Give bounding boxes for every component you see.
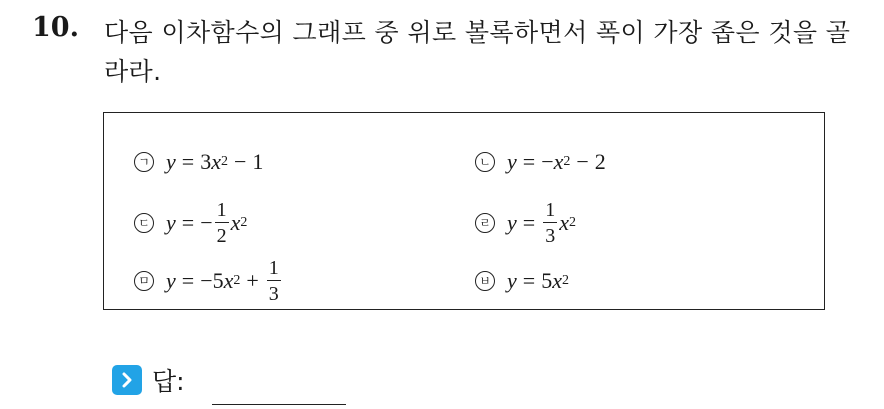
- chevron-right-icon-glyph: [118, 371, 136, 389]
- answer-row: [112, 362, 185, 398]
- formula-coef: 3: [200, 149, 212, 174]
- fraction-numerator: 1: [268, 257, 279, 279]
- fraction-denominator: 3: [268, 283, 279, 305]
- formula-f: y = 5 x 2: [507, 268, 569, 293]
- formula-const: 2: [594, 149, 606, 174]
- fraction-numerator: 1: [216, 199, 227, 221]
- marker-digeut: ㄷ: [134, 213, 154, 233]
- formula-a: y = 3 x 2 − 1: [166, 149, 264, 174]
- formula-op: −: [576, 149, 589, 174]
- formula-var: x: [223, 268, 234, 293]
- formula-b: y = − x 2 − 2: [507, 149, 606, 174]
- question-number: 10.: [32, 12, 79, 43]
- formula-y: y: [166, 268, 176, 293]
- formula-e: y = −5 x 2 + $\frac{1}{3}$: [166, 257, 279, 305]
- marker-nieun: ㄴ: [475, 152, 495, 172]
- question-text: 다음 이차함수의 그래프 중 위로 볼록하면서 폭이 가장 좁은 것을 골라라.: [104, 18, 851, 86]
- formula-sign: −: [541, 149, 554, 174]
- choice-item-f: [475, 261, 569, 301]
- formula-sign: −: [200, 210, 213, 235]
- formula-y: y: [166, 210, 176, 235]
- formula-y: y: [507, 149, 517, 174]
- choice-item-d: [475, 198, 576, 248]
- choice-item-c: [134, 198, 247, 248]
- formula-d: y = $\frac{1}{3}$ x 2: [507, 199, 576, 247]
- fraction: [215, 200, 229, 246]
- fraction: [267, 258, 281, 304]
- fraction-numerator: 1: [545, 199, 556, 221]
- formula-eq: =: [522, 210, 536, 235]
- formula-eq: =: [522, 149, 536, 174]
- fraction-denominator: 2: [216, 225, 227, 247]
- chevron-right-icon: [112, 365, 142, 395]
- answer-blank-input[interactable]: [212, 404, 346, 405]
- formula-c: y = − $\frac{1}{2}$ x 2: [166, 199, 248, 247]
- marker-giyeok: ㄱ: [134, 152, 154, 172]
- formula-op: −: [233, 149, 247, 174]
- formula-coef: 5: [541, 268, 553, 293]
- marker-mieum: ㅁ: [134, 271, 154, 291]
- formula-var: x: [552, 268, 562, 293]
- formula-eq: =: [522, 268, 536, 293]
- fraction-denominator: 3: [545, 225, 556, 247]
- formula-eq: =: [181, 268, 195, 293]
- answer-label: 답:: [152, 367, 185, 396]
- formula-eq: =: [181, 149, 195, 174]
- formula-op: +: [246, 268, 259, 293]
- formula-var: x: [230, 210, 241, 235]
- fraction: [543, 200, 557, 246]
- formula-eq: =: [181, 210, 195, 235]
- formula-y: y: [507, 268, 517, 293]
- formula-var: x: [559, 210, 569, 235]
- marker-bieup: ㅂ: [475, 271, 495, 291]
- formula-coef: −5: [200, 268, 224, 293]
- formula-const: 1: [252, 149, 264, 174]
- marker-rieul: ㄹ: [475, 213, 495, 233]
- choice-item-b: [475, 142, 606, 182]
- formula-y: y: [507, 210, 517, 235]
- choice-item-e: [134, 256, 283, 306]
- formula-var: x: [211, 149, 221, 174]
- choice-item-a: [134, 142, 263, 182]
- choices-box: [103, 112, 825, 310]
- formula-var: x: [553, 149, 564, 174]
- formula-y: y: [166, 149, 176, 174]
